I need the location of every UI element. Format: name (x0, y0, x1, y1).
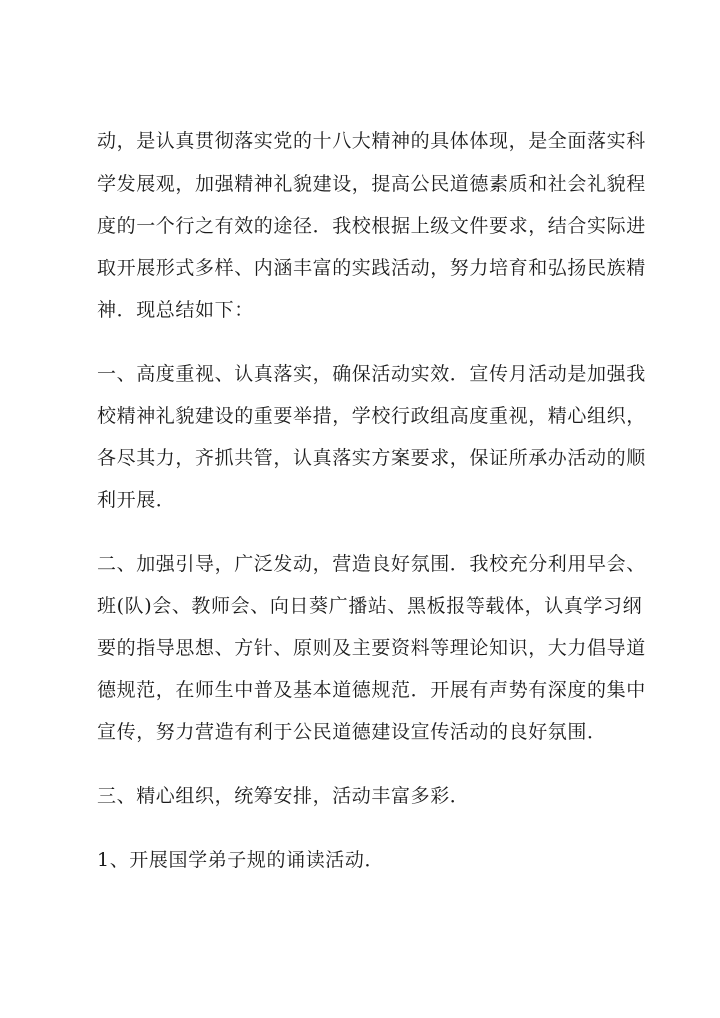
paragraph-3-line-1: 二、加强引导，广泛发动，营造良好氛围．我校充分利用早会、 (97, 553, 646, 575)
paragraph-2-line-2: 校精神礼貌建设的重要举措，学校行政组高度重视，精心组织， (97, 405, 646, 427)
paragraph-1-line-3: 度的一个行之有效的途径．我校根据上级文件要求，结合实际进 (97, 215, 646, 237)
paragraph-3-line-3: 要的指导思想、方针、原则及主要资料等理论知识，大力倡导道 (97, 637, 646, 659)
paragraph-1-line-5: 神．现总结如下： (97, 299, 254, 321)
paragraph-2-line-3: 各尽其力，齐抓共管，认真落实方案要求，保证所承办活动的顺 (97, 447, 646, 469)
paragraph-4-line-1: 三、精心组织，统筹安排，活动丰富多彩． (97, 785, 470, 807)
paragraph-1-line-2: 学发展观，加强精神礼貌建设，提高公民道德素质和社会礼貌程 (97, 173, 646, 195)
paragraph-3-line-2: 班(队)会、教师会、向日葵广播站、黑板报等载体，认真学习纲 (97, 595, 643, 617)
paragraph-2-line-1: 一、高度重视、认真落实，确保活动实效．宣传月活动是加强我 (97, 363, 646, 385)
paragraph-3-line-4: 德规范，在师生中普及基本道德规范．开展有声势有深度的集中 (97, 679, 646, 701)
paragraph-1-line-1: 动，是认真贯彻落实党的十八大精神的具体体现，是全面落实科 (97, 130, 646, 152)
paragraph-3-line-5: 宣传，努力营造有利于公民道德建设宣传活动的良好氛围． (97, 721, 607, 743)
paragraph-2-line-4: 利开展． (97, 489, 176, 511)
paragraph-5-line-1: 1、开展国学弟子规的诵读活动． (97, 849, 385, 871)
paragraph-1-line-4: 取开展形式多样、内涵丰富的实践活动，努力培育和弘扬民族精 (97, 257, 646, 279)
